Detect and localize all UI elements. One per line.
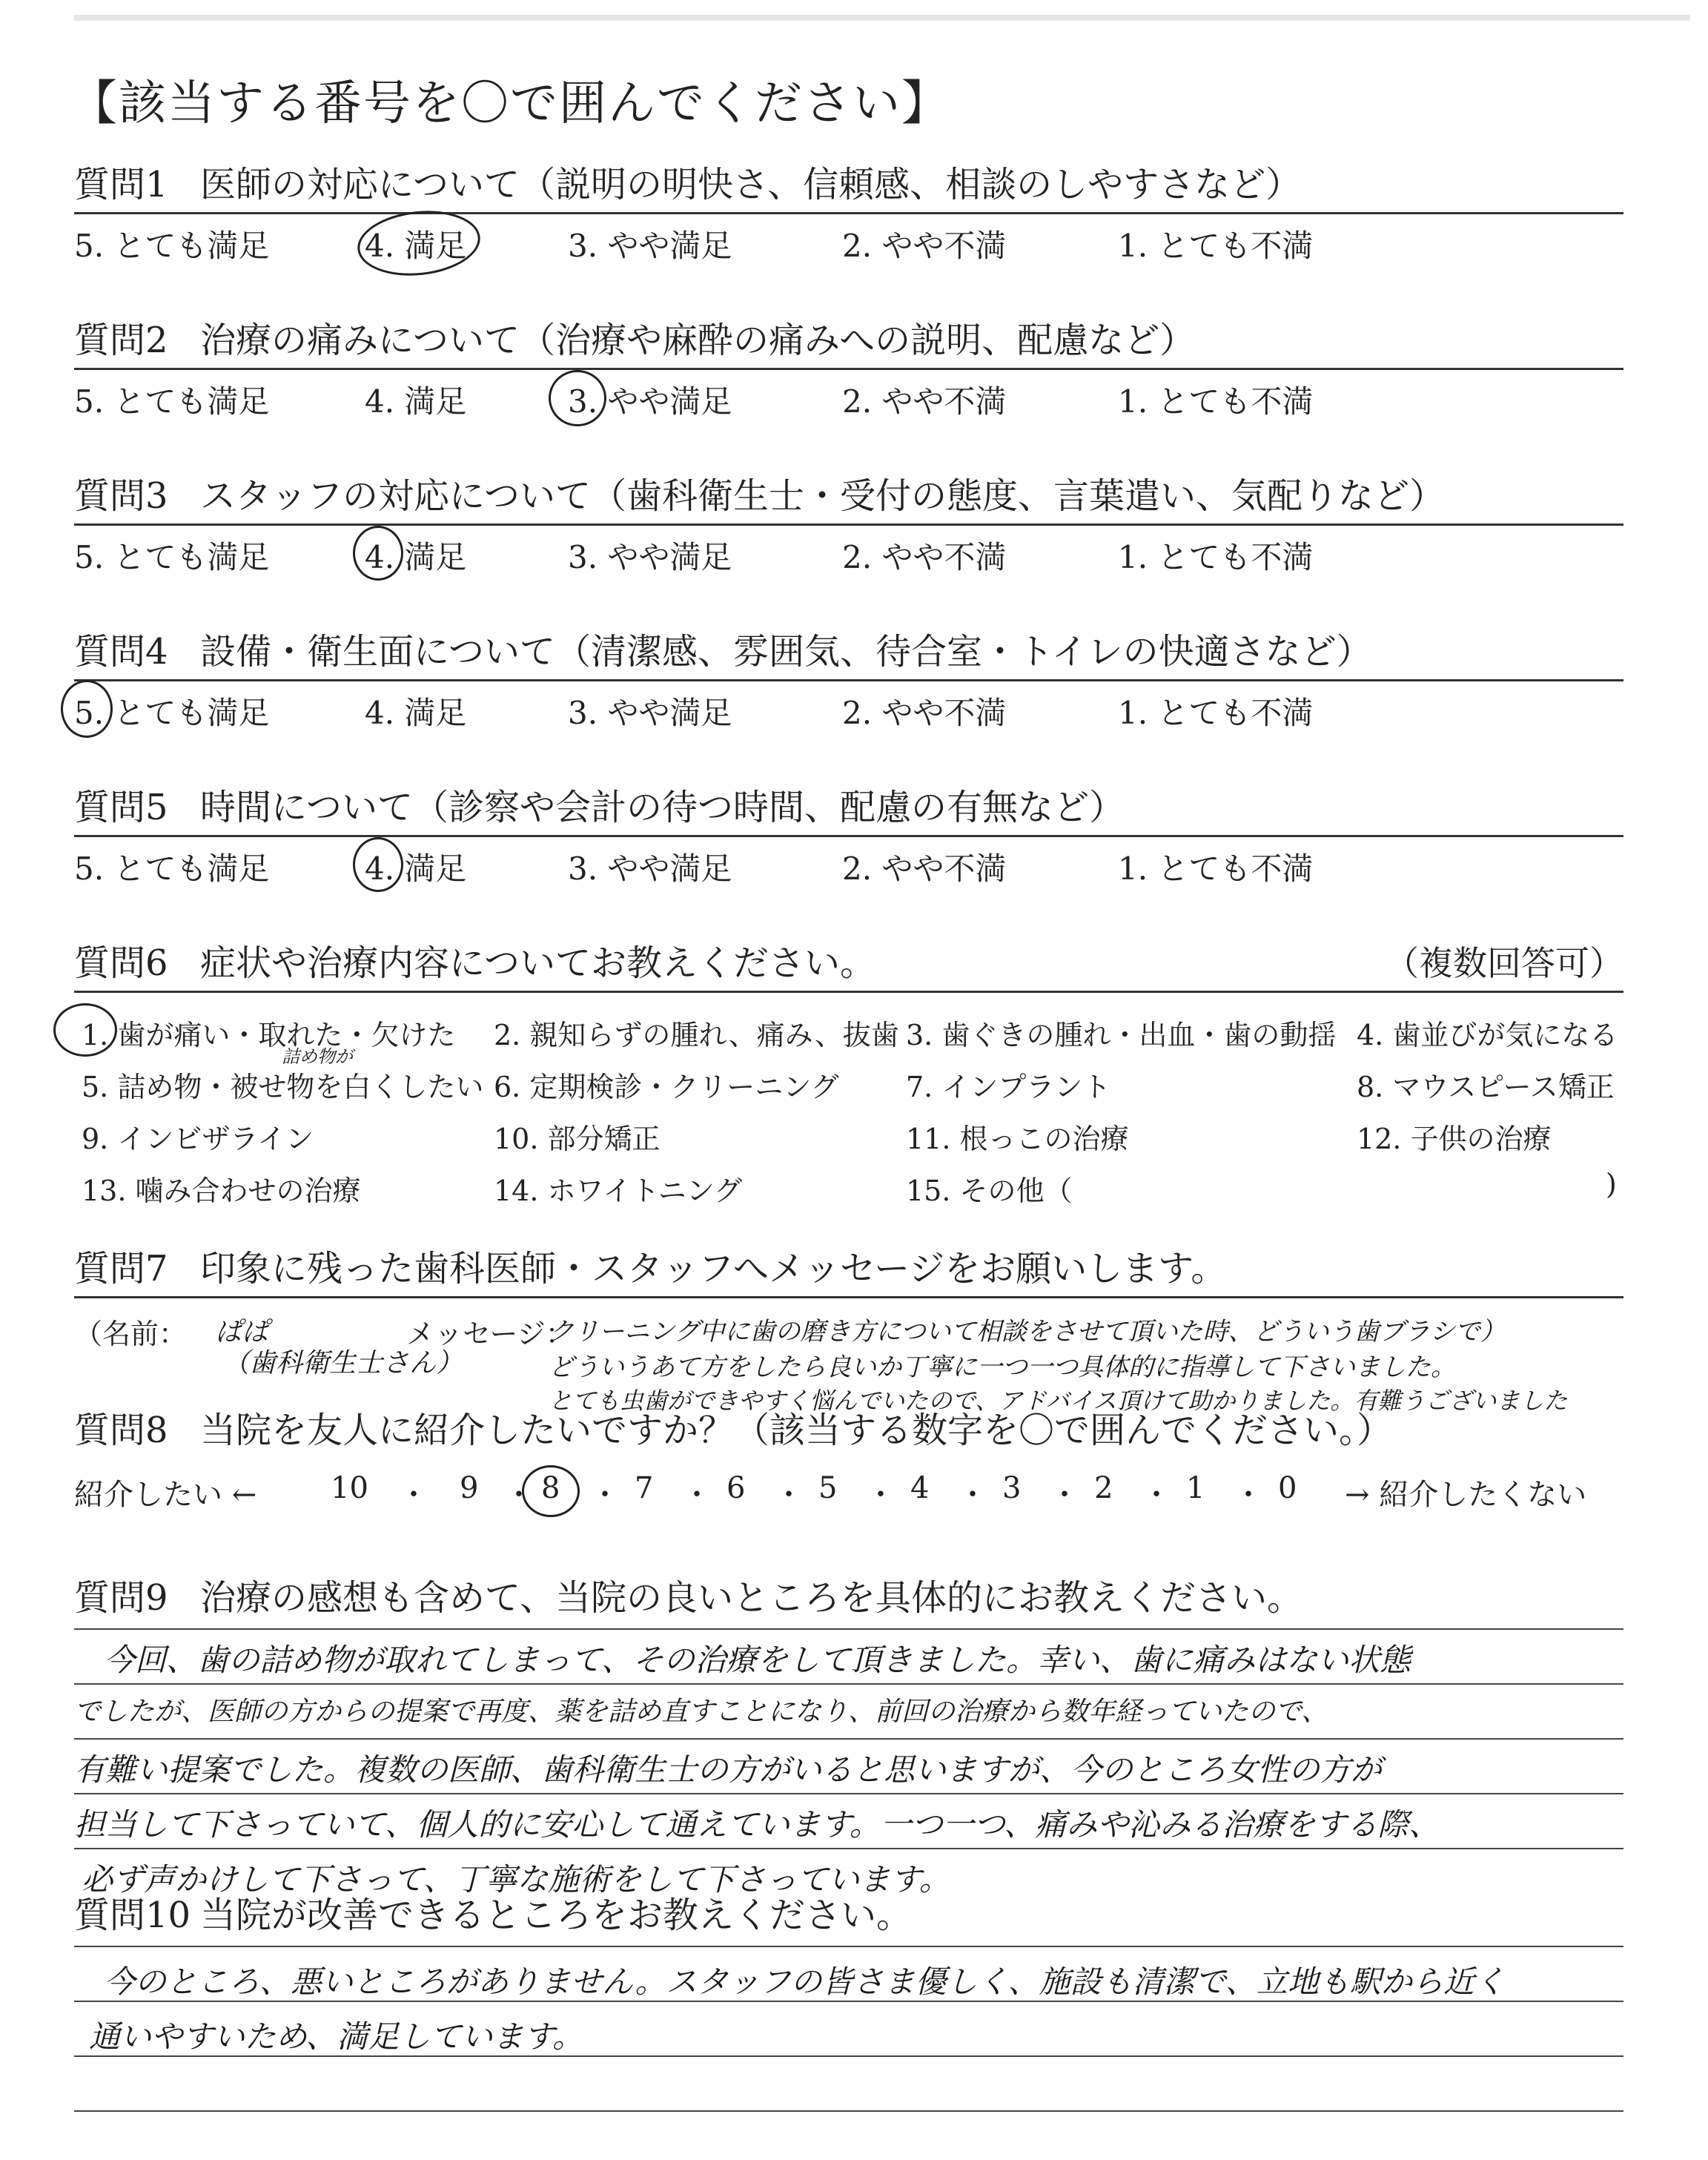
symptom-list <box>74 999 1623 1221</box>
symptom-item[interactable]: 4. 歯並びが気になる <box>1357 1019 1618 1051</box>
question-9 <box>74 1575 1623 1621</box>
scale-value[interactable]: 4 <box>910 1471 930 1505</box>
question-title: 当院を友人に紹介したいですか？（該当する数字を〇で囲んでください。） <box>200 1410 1393 1451</box>
question-number: 質問8 <box>74 1410 168 1451</box>
symptom-item[interactable]: 2. 親知らずの腫れ、痛み、抜歯 <box>494 1019 899 1051</box>
scale-value[interactable]: 8 <box>541 1471 560 1505</box>
question-title: 時間について（診察や会計の待つ時間、配慮の有無など） <box>200 787 1125 828</box>
question-title: 症状や治療内容についてお教えください。 <box>200 942 876 984</box>
other-close-paren: ) <box>1606 1168 1617 1200</box>
message-line: どういうあて方をしたら良いか丁寧に一つ一つ具体的に指導して下さいました。 <box>549 1353 1456 1382</box>
question-number: 質問7 <box>74 1248 168 1289</box>
symptom-item[interactable]: 5. 詰め物・被せ物を白くしたい <box>82 1071 484 1103</box>
rating-options <box>74 529 1623 576</box>
rating-options <box>74 840 1623 888</box>
question-number: 質問1 <box>74 164 168 205</box>
symptom-item[interactable]: 6. 定期検診・クリーニング <box>494 1071 839 1103</box>
question-number: 質問3 <box>74 475 168 517</box>
question-title: 治療の痛みについて（治療や麻酔の痛みへの説明、配慮など） <box>200 320 1196 361</box>
question-title: 医師の対応について（説明の明快さ、信頼感、相談のしやすさなど） <box>200 164 1302 205</box>
multiple-answers-note: （複数回答可） <box>1385 943 1623 983</box>
divider <box>74 368 1623 370</box>
scale-value[interactable]: 5 <box>818 1471 838 1505</box>
symptom-item[interactable]: 3. 歯ぐきの腫れ・出血・歯の動揺 <box>906 1019 1337 1051</box>
selection-circle <box>61 680 113 738</box>
rating-options <box>74 373 1623 420</box>
rating-options <box>74 684 1623 732</box>
option-5[interactable]: 5. とても満足 <box>74 228 270 264</box>
handwritten-annotation: 詰め物が <box>282 1046 353 1067</box>
page-header: 【該当する番号を〇で囲んでください】 <box>70 76 950 131</box>
option-4[interactable]: 4. 満足 <box>365 539 467 575</box>
question-number: 質問2 <box>74 320 168 361</box>
option-1[interactable]: 1. とても不満 <box>1118 695 1314 731</box>
option-2[interactable]: 2. やや不満 <box>842 851 1007 887</box>
selection-circle <box>353 837 403 892</box>
question-number: 質問5 <box>74 787 168 828</box>
question-title: 治療の感想も含めて、当院の良いところを具体的にお教えください。 <box>200 1577 1303 1619</box>
option-4[interactable]: 4. 満足 <box>365 851 467 887</box>
rating-options <box>74 217 1623 265</box>
selection-circle <box>53 1003 117 1057</box>
symptom-item[interactable]: 8. マウスピース矯正 <box>1357 1071 1615 1103</box>
question-title: 設備・衛生面について（清潔感、雰囲気、待合室・トイレの快適さなど） <box>200 631 1372 673</box>
top-border <box>74 15 1690 21</box>
scale-value[interactable]: 1 <box>1186 1471 1205 1505</box>
option-1[interactable]: 1. とても不満 <box>1118 383 1314 420</box>
answer-line <box>74 1946 1623 1947</box>
question-2 <box>74 317 1623 420</box>
question-title: スタッフの対応について（歯科衛生士・受付の態度、言葉遣い、気配りなど） <box>200 475 1446 517</box>
option-2[interactable]: 2. やや不満 <box>842 539 1007 575</box>
scale-value[interactable]: 2 <box>1094 1471 1113 1505</box>
question-4 <box>74 629 1623 732</box>
symptom-item[interactable]: 15. その他（ <box>906 1175 1073 1207</box>
scale-value[interactable]: 6 <box>726 1471 746 1505</box>
answer-line-text: でしたが、医師の方からの提案で再度、薬を詰め直すことになり、前回の治療から数年経っていたので、 <box>74 1697 1328 1727</box>
name-label: （名前： <box>74 1318 188 1350</box>
name-value: ぱぱ <box>215 1317 269 1347</box>
scale-left-label: 紹介したい ← <box>74 1478 257 1512</box>
question-number: 質問10 <box>74 1895 191 1936</box>
scale-value[interactable]: 7 <box>635 1471 654 1505</box>
selection-circle <box>354 205 483 282</box>
option-3[interactable]: 3. やや満足 <box>568 695 732 731</box>
message-line: とても虫歯ができやすく悩んでいたので、アドバイス頂けて助かりました。有難うございました <box>549 1387 1568 1415</box>
answer-line-text: 今回、歯の詰め物が取れてしまって、その治療をして頂きました。幸い、歯に痛みはない状態 <box>104 1642 1411 1678</box>
symptom-item[interactable]: 14. ホワイトニング <box>494 1175 743 1207</box>
name-role: （歯科衛生士さん） <box>222 1348 463 1378</box>
option-1[interactable]: 1. とても不満 <box>1118 228 1314 264</box>
option-4[interactable]: 4. 満足 <box>365 383 467 420</box>
question-number: 質問6 <box>74 942 168 984</box>
message-label: メッセージ： <box>406 1318 574 1350</box>
answer-text-area[interactable] <box>74 1950 1646 2098</box>
question-title: 当院が改善できるところをお教えください。 <box>200 1895 913 1936</box>
divider <box>74 524 1623 526</box>
scale-value[interactable]: 9 <box>460 1471 479 1505</box>
scale-right-label: → 紹介したくない <box>1345 1478 1587 1512</box>
option-3[interactable]: 3. やや満足 <box>568 383 732 420</box>
answer-line-text: 有難い提案でした。複数の医師、歯科衛生士の方がいると思いますが、今のところ女性の方が <box>74 1751 1383 1788</box>
question-number: 質問4 <box>74 631 168 673</box>
divider <box>74 679 1623 681</box>
option-5[interactable]: 5. とても満足 <box>74 539 270 575</box>
option-4[interactable]: 4. 満足 <box>365 695 467 731</box>
option-3[interactable]: 3. やや満足 <box>568 851 732 887</box>
question-6 <box>74 940 1623 1221</box>
selection-circle <box>522 1465 580 1517</box>
symptom-item[interactable]: 7. インプラント <box>906 1071 1111 1103</box>
question-title: 印象に残った歯科医師・スタッフへメッセージをお願いします。 <box>200 1248 1227 1289</box>
divider <box>74 835 1623 837</box>
answer-line-text: 必ず声かけして下さって、丁寧な施術をして下さっています。 <box>82 1861 950 1898</box>
symptom-item[interactable]: 10. 部分矯正 <box>494 1123 661 1155</box>
answer-line-text: 通いやすいため、満足しています。 <box>89 2018 583 2055</box>
option-4[interactable]: 4. 満足 <box>365 228 467 264</box>
recommend-scale: 紹介したい ← 10 ・ 9 ・ 8 ・ 7 ・ 6 ・ 5 ・ 4 ・ 3 ・ 2 ・ 1 ・ 0 → 紹介したくない <box>74 1467 1623 1519</box>
divider <box>74 991 1623 993</box>
question-5 <box>74 785 1623 888</box>
question-10 <box>74 1892 1623 1938</box>
option-5[interactable]: 5. とても満足 <box>74 383 270 420</box>
question-3 <box>74 473 1623 576</box>
question-number: 質問9 <box>74 1577 168 1619</box>
divider <box>74 212 1623 214</box>
scale-value[interactable]: 3 <box>1002 1471 1022 1505</box>
symptom-item[interactable]: 12. 子供の治療 <box>1357 1123 1552 1155</box>
option-5[interactable]: 5. とても満足 <box>74 695 270 731</box>
option-3[interactable]: 3. やや満足 <box>568 539 732 575</box>
answer-line-text: 担当して下さっていて、個人的に安心して通えています。一つ一つ、痛みや沁みる治療をする際、 <box>74 1806 1440 1843</box>
symptom-item[interactable]: 11. 根っこの治療 <box>906 1123 1129 1155</box>
selection-circle <box>353 526 403 581</box>
answer-line-text: 今のところ、悪いところがありません。スタッフの皆さま優しく、施設も清潔で、立地も駅から近く <box>104 1964 1506 2000</box>
scale-value[interactable]: 10 <box>331 1471 368 1505</box>
answer-text-area[interactable] <box>74 1630 1646 1897</box>
option-1[interactable]: 1. とても不満 <box>1118 851 1314 887</box>
symptom-item[interactable]: 9. インビザライン <box>82 1123 314 1155</box>
option-2[interactable]: 2. やや不満 <box>842 228 1007 264</box>
symptom-item[interactable]: 1. 歯が痛い・取れた・欠けた <box>82 1019 456 1051</box>
answer-line <box>74 2110 1623 2112</box>
option-1[interactable]: 1. とても不満 <box>1118 539 1314 575</box>
selection-circle <box>549 370 606 426</box>
symptom-item[interactable]: 13. 噛み合わせの治療 <box>82 1175 361 1207</box>
question-7 <box>74 1246 1623 1298</box>
message-line: クリーニング中に歯の磨き方について相談をさせて頂いた時、どういう歯ブラシで） <box>549 1317 1506 1347</box>
scale-value[interactable]: 0 <box>1278 1471 1297 1505</box>
question-1 <box>74 162 1623 265</box>
option-5[interactable]: 5. とても満足 <box>74 851 270 887</box>
option-2[interactable]: 2. やや不満 <box>842 383 1007 420</box>
question-8 <box>74 1407 1623 1519</box>
option-2[interactable]: 2. やや不満 <box>842 695 1007 731</box>
option-3[interactable]: 3. やや満足 <box>568 228 732 264</box>
divider <box>74 1296 1623 1298</box>
